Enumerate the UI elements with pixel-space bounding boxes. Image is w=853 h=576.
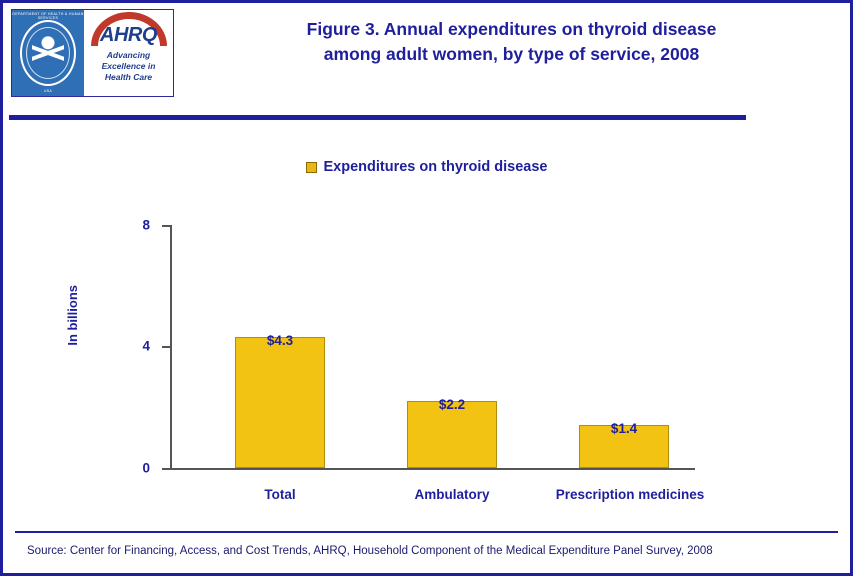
x-tick-label-prescription-medicines: Prescription medicines <box>555 487 705 502</box>
ahrq-tagline-line1: Advancing <box>106 50 151 60</box>
header-divider <box>9 115 746 120</box>
y-tick-label-4: 4 <box>142 338 150 354</box>
y-axis-label: In billions <box>65 285 80 346</box>
legend-swatch-icon <box>306 162 317 173</box>
y-tick-label-8: 8 <box>142 217 150 233</box>
hhs-seal-microtext-top: DEPARTMENT OF HEALTH & HUMAN SERVICES <box>12 12 84 20</box>
page-title <box>183 17 840 67</box>
footer-divider <box>15 531 838 533</box>
ahrq-logo <box>84 10 173 96</box>
bar-total <box>235 337 325 468</box>
y-tick-label-0: 0 <box>142 460 150 476</box>
ahrq-tagline <box>84 50 173 83</box>
legend-label: Expenditures on thyroid disease <box>323 159 548 175</box>
bar-value-ambulatory: $2.2 <box>438 397 466 412</box>
hhs-seal-microtext-bottom: USA <box>43 89 53 93</box>
x-axis-line <box>170 468 695 470</box>
ahrq-tagline-line2: Excellence in <box>101 61 156 71</box>
legend-entry <box>306 159 548 175</box>
plot-area <box>142 217 705 502</box>
bar-value-prescription-medicines: $1.4 <box>610 421 638 436</box>
ahrq-tagline-line3: Health Care <box>104 72 153 82</box>
hhs-seal-icon <box>12 10 84 96</box>
y-tick-4 <box>142 338 170 354</box>
page-title-line2: among adult women, by type of service, 2008 <box>323 44 700 64</box>
bar-value-total: $4.3 <box>266 333 294 348</box>
ahrq-wordmark: AHRQ <box>100 24 157 46</box>
y-axis-line <box>170 225 172 470</box>
page-title-line1: Figure 3. Annual expenditures on thyroid disease <box>306 19 717 39</box>
chart-legend <box>3 159 850 178</box>
slide-header <box>3 3 850 103</box>
y-tick-8 <box>142 217 170 233</box>
agency-logo <box>11 9 174 97</box>
x-tick-label-total: Total <box>264 487 296 502</box>
x-tick-label-ambulatory: Ambulatory <box>414 487 490 502</box>
source-note: Source: Center for Financing, Access, and Cost Trends, AHRQ, Household Component of the Medical Expenditure Panel Survey, 2008 <box>27 545 713 557</box>
hhs-seal-eagle-icon <box>32 36 64 70</box>
y-tick-0 <box>142 460 170 476</box>
bar-chart <box>63 213 793 513</box>
